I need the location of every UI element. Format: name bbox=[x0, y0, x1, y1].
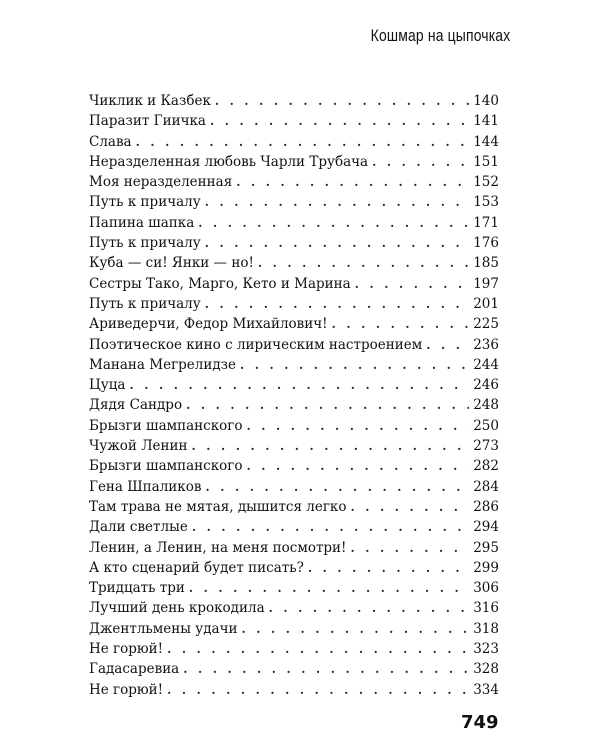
toc-entry bbox=[89, 578, 499, 598]
toc-entry-title: Не горюй! bbox=[89, 681, 164, 698]
toc-dot-leader bbox=[192, 517, 469, 537]
toc-entry-page: 316 bbox=[473, 600, 499, 617]
toc-entry-page: 318 bbox=[473, 620, 499, 637]
toc-dot-leader bbox=[247, 456, 469, 476]
toc-entry bbox=[89, 233, 499, 253]
toc-entry bbox=[89, 172, 499, 192]
toc-dot-leader bbox=[355, 274, 469, 294]
toc-dot-leader bbox=[269, 598, 469, 618]
toc-entry bbox=[89, 152, 499, 172]
toc-entry-title: Дали светлые bbox=[89, 519, 188, 536]
toc-entry-page: 171 bbox=[473, 214, 499, 231]
toc-entry-title: Неразделенная любовь Чарли Трубача bbox=[89, 153, 369, 170]
toc-entry bbox=[89, 416, 499, 436]
toc-entry bbox=[89, 274, 499, 294]
toc-dot-leader bbox=[167, 680, 469, 700]
toc-dot-leader bbox=[129, 375, 469, 395]
toc-dot-leader bbox=[205, 294, 469, 314]
toc-entry-title: Дядя Сандро bbox=[89, 397, 183, 414]
toc-entry bbox=[89, 314, 499, 334]
toc-dot-leader bbox=[136, 132, 469, 152]
toc-entry-title: Слава bbox=[89, 133, 132, 150]
toc-entry-title: Цуца bbox=[89, 377, 126, 394]
toc-dot-leader bbox=[308, 558, 469, 578]
toc-entry-title: Гадасаревиа bbox=[89, 661, 180, 678]
toc-dot-leader bbox=[258, 253, 469, 273]
toc-entry-page: 176 bbox=[473, 235, 499, 252]
toc-entry-title: Чужой Ленин bbox=[89, 438, 188, 455]
toc-entry-page: 284 bbox=[473, 478, 499, 495]
toc-entry-title: Манана Мегрелидзе bbox=[89, 356, 237, 373]
toc-entry-page: 141 bbox=[473, 113, 499, 130]
toc-entry-title: Лучший день крокодила bbox=[89, 600, 265, 617]
toc-entry-page: 306 bbox=[473, 580, 499, 597]
toc-dot-leader bbox=[183, 659, 469, 679]
toc-entry-page: 236 bbox=[473, 336, 499, 353]
toc-entry-title: Моя неразделенная bbox=[89, 174, 233, 191]
toc-entry-title: Ленин, а Ленин, на меня посмотри! bbox=[89, 539, 347, 556]
toc-entry-title: Брызги шампанского bbox=[89, 458, 243, 475]
toc-entry bbox=[89, 538, 499, 558]
toc-entry-title: Путь к причалу bbox=[89, 194, 201, 211]
toc-entry-page: 250 bbox=[473, 417, 499, 434]
table-of-contents bbox=[89, 91, 499, 700]
toc-dot-leader bbox=[210, 111, 469, 131]
toc-entry-page: 225 bbox=[473, 316, 499, 333]
toc-entry-page: 286 bbox=[473, 498, 499, 515]
toc-dot-leader bbox=[186, 395, 469, 415]
toc-dot-leader bbox=[372, 152, 469, 172]
toc-entry-page: 185 bbox=[473, 255, 499, 272]
toc-dot-leader bbox=[198, 213, 469, 233]
toc-dot-leader bbox=[350, 538, 469, 558]
toc-entry bbox=[89, 132, 499, 152]
toc-entry-title: Куба — си! Янки — но! bbox=[89, 255, 254, 272]
toc-entry-page: 323 bbox=[473, 641, 499, 658]
toc-entry bbox=[89, 456, 499, 476]
toc-entry-page: 294 bbox=[473, 519, 499, 536]
toc-entry bbox=[89, 192, 499, 212]
toc-entry bbox=[89, 395, 499, 415]
toc-dot-leader bbox=[332, 314, 469, 334]
toc-entry-title: Поэтическое кино с лирическим настроением bbox=[89, 336, 423, 353]
toc-dot-leader bbox=[167, 639, 469, 659]
toc-entry-page: 201 bbox=[473, 295, 499, 312]
toc-entry-page: 140 bbox=[473, 93, 499, 109]
toc-dot-leader bbox=[205, 477, 469, 497]
toc-entry-title: Папина шапка bbox=[89, 214, 195, 231]
toc-dot-leader bbox=[215, 91, 469, 111]
toc-entry bbox=[89, 253, 499, 273]
toc-entry bbox=[89, 375, 499, 395]
toc-entry-title: Там трава не мятая, дышится легко bbox=[89, 498, 347, 515]
toc-entry-page: 282 bbox=[473, 458, 499, 475]
toc-entry-page: 152 bbox=[473, 174, 499, 191]
toc-dot-leader bbox=[191, 436, 469, 456]
toc-entry-page: 248 bbox=[473, 397, 499, 414]
toc-entry bbox=[89, 294, 499, 314]
toc-entry bbox=[89, 558, 499, 578]
toc-entry-title: Тридцать три bbox=[89, 580, 185, 597]
toc-entry-title: Джентльмены удачи bbox=[89, 620, 238, 637]
toc-entry-title: Чиклик и Казбек bbox=[89, 93, 211, 109]
toc-entry-title: Путь к причалу bbox=[89, 235, 201, 252]
toc-entry bbox=[89, 335, 499, 355]
toc-entry-title: Брызги шампанского bbox=[89, 417, 243, 434]
toc-entry bbox=[89, 477, 499, 497]
toc-entry bbox=[89, 619, 499, 639]
toc-entry-title: Путь к причалу bbox=[89, 295, 201, 312]
page-number: 749 bbox=[461, 712, 499, 733]
toc-entry-title: Не горюй! bbox=[89, 641, 164, 658]
toc-entry-title: Ариведерчи, Федор Михайлович! bbox=[89, 316, 328, 333]
toc-dot-leader bbox=[242, 619, 469, 639]
toc-dot-leader bbox=[236, 172, 469, 192]
toc-entry-page: 244 bbox=[473, 356, 499, 373]
toc-entry-page: 197 bbox=[473, 275, 499, 292]
toc-entry bbox=[89, 436, 499, 456]
toc-entry-page: 334 bbox=[473, 681, 499, 698]
toc-dot-leader bbox=[247, 416, 469, 436]
toc-entry-title: Сестры Тако, Марго, Кето и Марина bbox=[89, 275, 351, 292]
toc-entry bbox=[89, 355, 499, 375]
toc-entry-page: 295 bbox=[473, 539, 499, 556]
toc-entry bbox=[89, 497, 499, 517]
toc-entry-page: 153 bbox=[473, 194, 499, 211]
toc-entry-title: Паразит Гиичка bbox=[89, 113, 206, 130]
toc-entry-page: 246 bbox=[473, 377, 499, 394]
toc-dot-leader bbox=[240, 355, 469, 375]
toc-dot-leader bbox=[426, 335, 469, 355]
running-title: Кошмар на цыпочках bbox=[370, 26, 510, 45]
toc-dot-leader bbox=[189, 578, 469, 598]
toc-entry-page: 328 bbox=[473, 661, 499, 678]
toc-entry bbox=[89, 639, 499, 659]
toc-dot-leader bbox=[205, 233, 469, 253]
toc-entry bbox=[89, 517, 499, 537]
toc-entry bbox=[89, 659, 499, 679]
toc-entry-page: 144 bbox=[473, 133, 499, 150]
toc-entry-page: 299 bbox=[473, 559, 499, 576]
toc-entry-page: 273 bbox=[473, 438, 499, 455]
toc-entry-title: А кто сценарий будет писать? bbox=[89, 559, 304, 576]
toc-entry bbox=[89, 213, 499, 233]
toc-entry bbox=[89, 680, 499, 700]
toc-entry bbox=[89, 91, 499, 111]
toc-entry-page: 151 bbox=[473, 153, 499, 170]
toc-entry bbox=[89, 111, 499, 131]
toc-entry-title: Гена Шпаликов bbox=[89, 478, 202, 495]
toc-entry bbox=[89, 598, 499, 618]
toc-dot-leader bbox=[351, 497, 469, 517]
toc-dot-leader bbox=[205, 192, 469, 212]
